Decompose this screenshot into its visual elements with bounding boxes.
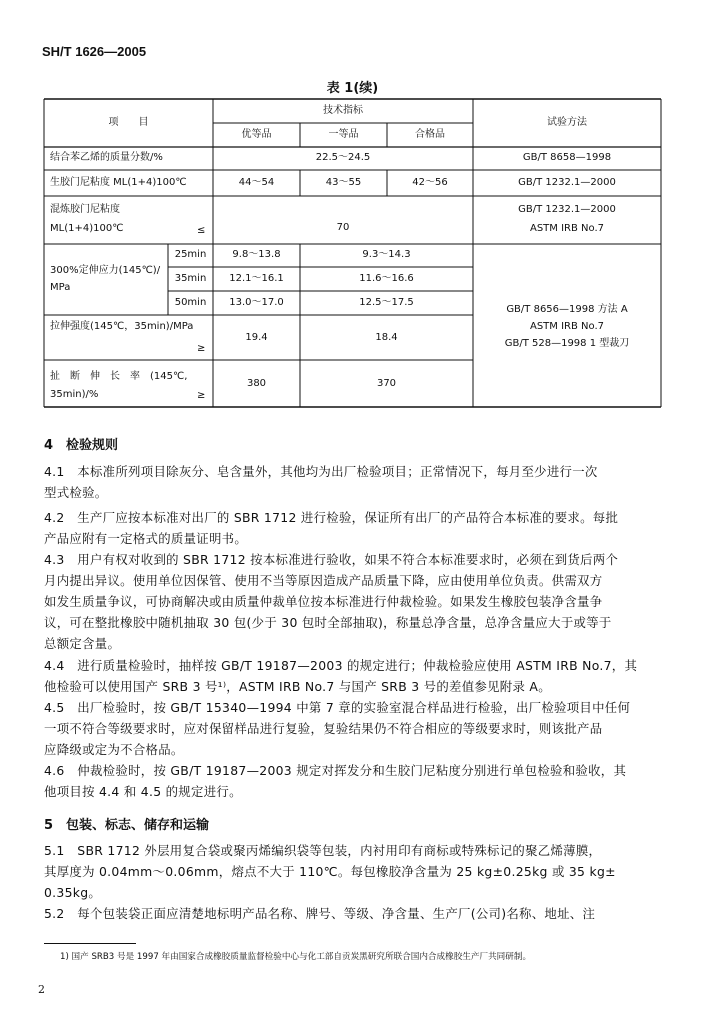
standard-id: SH/T 1626—2005 xyxy=(42,44,147,59)
row-raw-mooney-qualified: 42～56 xyxy=(412,177,448,188)
row-raw-mooney-method: GB/T 1232.1—2000 xyxy=(518,177,616,188)
row-modulus-25-other: 9.3～14.3 xyxy=(362,249,411,260)
table-caption: 表 1(续) xyxy=(326,81,379,96)
paragraph-4-4: 4.4 进行质量检验时，抽样按 GB/T 19187—2003 的规定进行；仲裁检验应使用 ASTM IRB No.7，其 他检验可以使用国产 SRB 3 号¹⁾，ASTM IRB No.7 与国产 SRB 3 号的差值参见附录 A。 xyxy=(44,658,638,694)
row-elongation-other: 370 xyxy=(376,378,397,389)
row-styrene-value: 22.5～24.5 xyxy=(315,152,371,163)
row-raw-mooney-item: 生胶门尼粘度 ML(1+4)100℃ xyxy=(50,177,187,188)
row-compound-mooney-method-1: GB/T 1232.1—2000 xyxy=(518,204,616,215)
row-raw-mooney-first: 43～55 xyxy=(325,177,362,188)
row-styrene-method: GB/T 8658—1998 xyxy=(522,152,612,163)
footnote-separator xyxy=(44,943,136,944)
row-tensile-other: 18.4 xyxy=(375,332,398,343)
row-elongation-item: 扯 断 伸 长 率 (145℃, xyxy=(50,371,188,382)
row-modulus-35-premium: 12.1～16.1 xyxy=(229,273,284,284)
row-modulus-item-2: MPa xyxy=(50,282,71,293)
row-modulus-time-35: 35min xyxy=(174,273,207,284)
paragraph-4-5: 4.5 出厂检验时，按 GB/T 15340—1994 中第 7 章的实验室混合样品进行检验，出厂检验项目中任何 一项不符合等级要求时，应对保留样品进行复验，复验结果仍不符合相应的等级要求时，则该批产品 应降级或定为不合格品。 xyxy=(44,700,631,757)
row-modulus-50-other: 12.5～17.5 xyxy=(359,297,414,308)
row-tensile-premium: 19.4 xyxy=(245,332,268,343)
section-5-title: 5 包装、标志、储存和运输 xyxy=(44,818,210,833)
section-4-title: 4 检验规则 xyxy=(44,438,119,453)
paragraph-5-1: 5.1 SBR 1712 外层用复合袋或聚丙烯编织袋等包装，内衬用印有商标或特殊标记的聚乙烯薄膜， 其厚度为 0.04mm～0.06mm，熔点不大于 110℃。每包橡胶净含量为 25 kg±0.25kg 或 35 kg± 0.35kg。 xyxy=(44,843,616,900)
row-styrene-item: 结合苯乙烯的质量分数/% xyxy=(50,152,163,163)
page-number: 2 xyxy=(38,983,45,996)
row-elongation-premium: 380 xyxy=(246,378,267,389)
row-elongation-item-2: 35min)/% xyxy=(50,389,99,400)
row-compound-mooney-value: 70 xyxy=(336,222,350,233)
header-grade-first: 一等品 xyxy=(328,129,359,140)
header-test-method: 试验方法 xyxy=(547,117,587,128)
paragraph-4-6: 4.6 仲裁检验时，按 GB/T 19187—2003 规定对挥发分和生胶门尼粘度分别进行单包检验和验收，其 他项目按 4.4 和 4.5 的规定进行。 xyxy=(44,763,627,799)
footnote: 1) 国产 SRB3 号是 1997 年由国家合成橡胶质量监督检验中心与化工部自贡炭黑研究所联合国内合成橡胶生产厂共同研制。 xyxy=(60,952,532,962)
row-modulus-25-premium: 9.8～13.8 xyxy=(232,249,281,260)
header-item: 项 目 xyxy=(108,117,149,128)
paragraph-4-1: 4.1 本标准所列项目除灰分、皂含量外，其他均为出厂检验项目；正常情况下，每月至少进行一次 型式检验。 xyxy=(44,464,598,500)
row-tensile-symbol: ≥ xyxy=(197,343,206,354)
row-modulus-35-other: 11.6～16.6 xyxy=(359,273,414,284)
paragraph-4-2: 4.2 生产厂应按本标准对出厂的 SBR 1712 进行检验，保证所有出厂的产品符合本标准的要求。每批 产品应附有一定格式的质量证明书。 xyxy=(44,510,619,546)
row-compound-mooney-symbol: ≤ xyxy=(197,225,206,236)
header-tech-index: 技术指标 xyxy=(323,105,363,116)
row-tensile-item: 拉伸强度(145℃，35min)/MPa xyxy=(50,321,194,332)
row-modulus-50-premium: 13.0～17.0 xyxy=(229,297,284,308)
row-mechanical-method-1: GB/T 8656—1998 方法 A xyxy=(506,304,628,315)
paragraph-4-3: 4.3 用户有权对收到的 SBR 1712 按本标准进行验收，如果不符合本标准要求时，必须在到货后两个 月内提出异议。使用单位因保管、使用不当等原因造成产品质量下降，应由使用单位负责。供需双方 如发生质量争议，可协商解决或由质量仲裁单位按本标准进行仲裁检验。如果发生橡胶包装净含量争 议，可在整批橡胶中随机抽取 30 包(少于 30 包时全部抽取)，称量总净含量，总净含量应大于或等于 总额定含量。 xyxy=(44,552,619,651)
row-elongation-symbol: ≥ xyxy=(197,390,206,401)
row-compound-mooney-item: 混炼胶门尼粘度 xyxy=(50,204,120,215)
header-grade-qualified: 合格品 xyxy=(415,129,445,140)
row-modulus-time-50: 50min xyxy=(174,297,207,308)
row-mechanical-method-3: GB/T 528—1998 1 型裁刀 xyxy=(504,338,630,349)
row-raw-mooney-premium: 44～54 xyxy=(238,177,275,188)
row-modulus-time-25: 25min xyxy=(174,249,207,260)
row-compound-mooney-item-2: ML(1+4)100℃ xyxy=(50,223,124,234)
paragraph-5-2: 5.2 每个包装袋正面应清楚地标明产品名称、牌号、等级、净含量、生产厂(公司)名称、地址、注 xyxy=(44,906,596,921)
row-modulus-item: 300%定伸应力(145℃)/ xyxy=(50,265,161,276)
row-compound-mooney-method-2: ASTM IRB No.7 xyxy=(529,223,604,234)
row-mechanical-method-2: ASTM IRB No.7 xyxy=(529,321,604,332)
header-grade-premium: 优等品 xyxy=(241,129,272,140)
